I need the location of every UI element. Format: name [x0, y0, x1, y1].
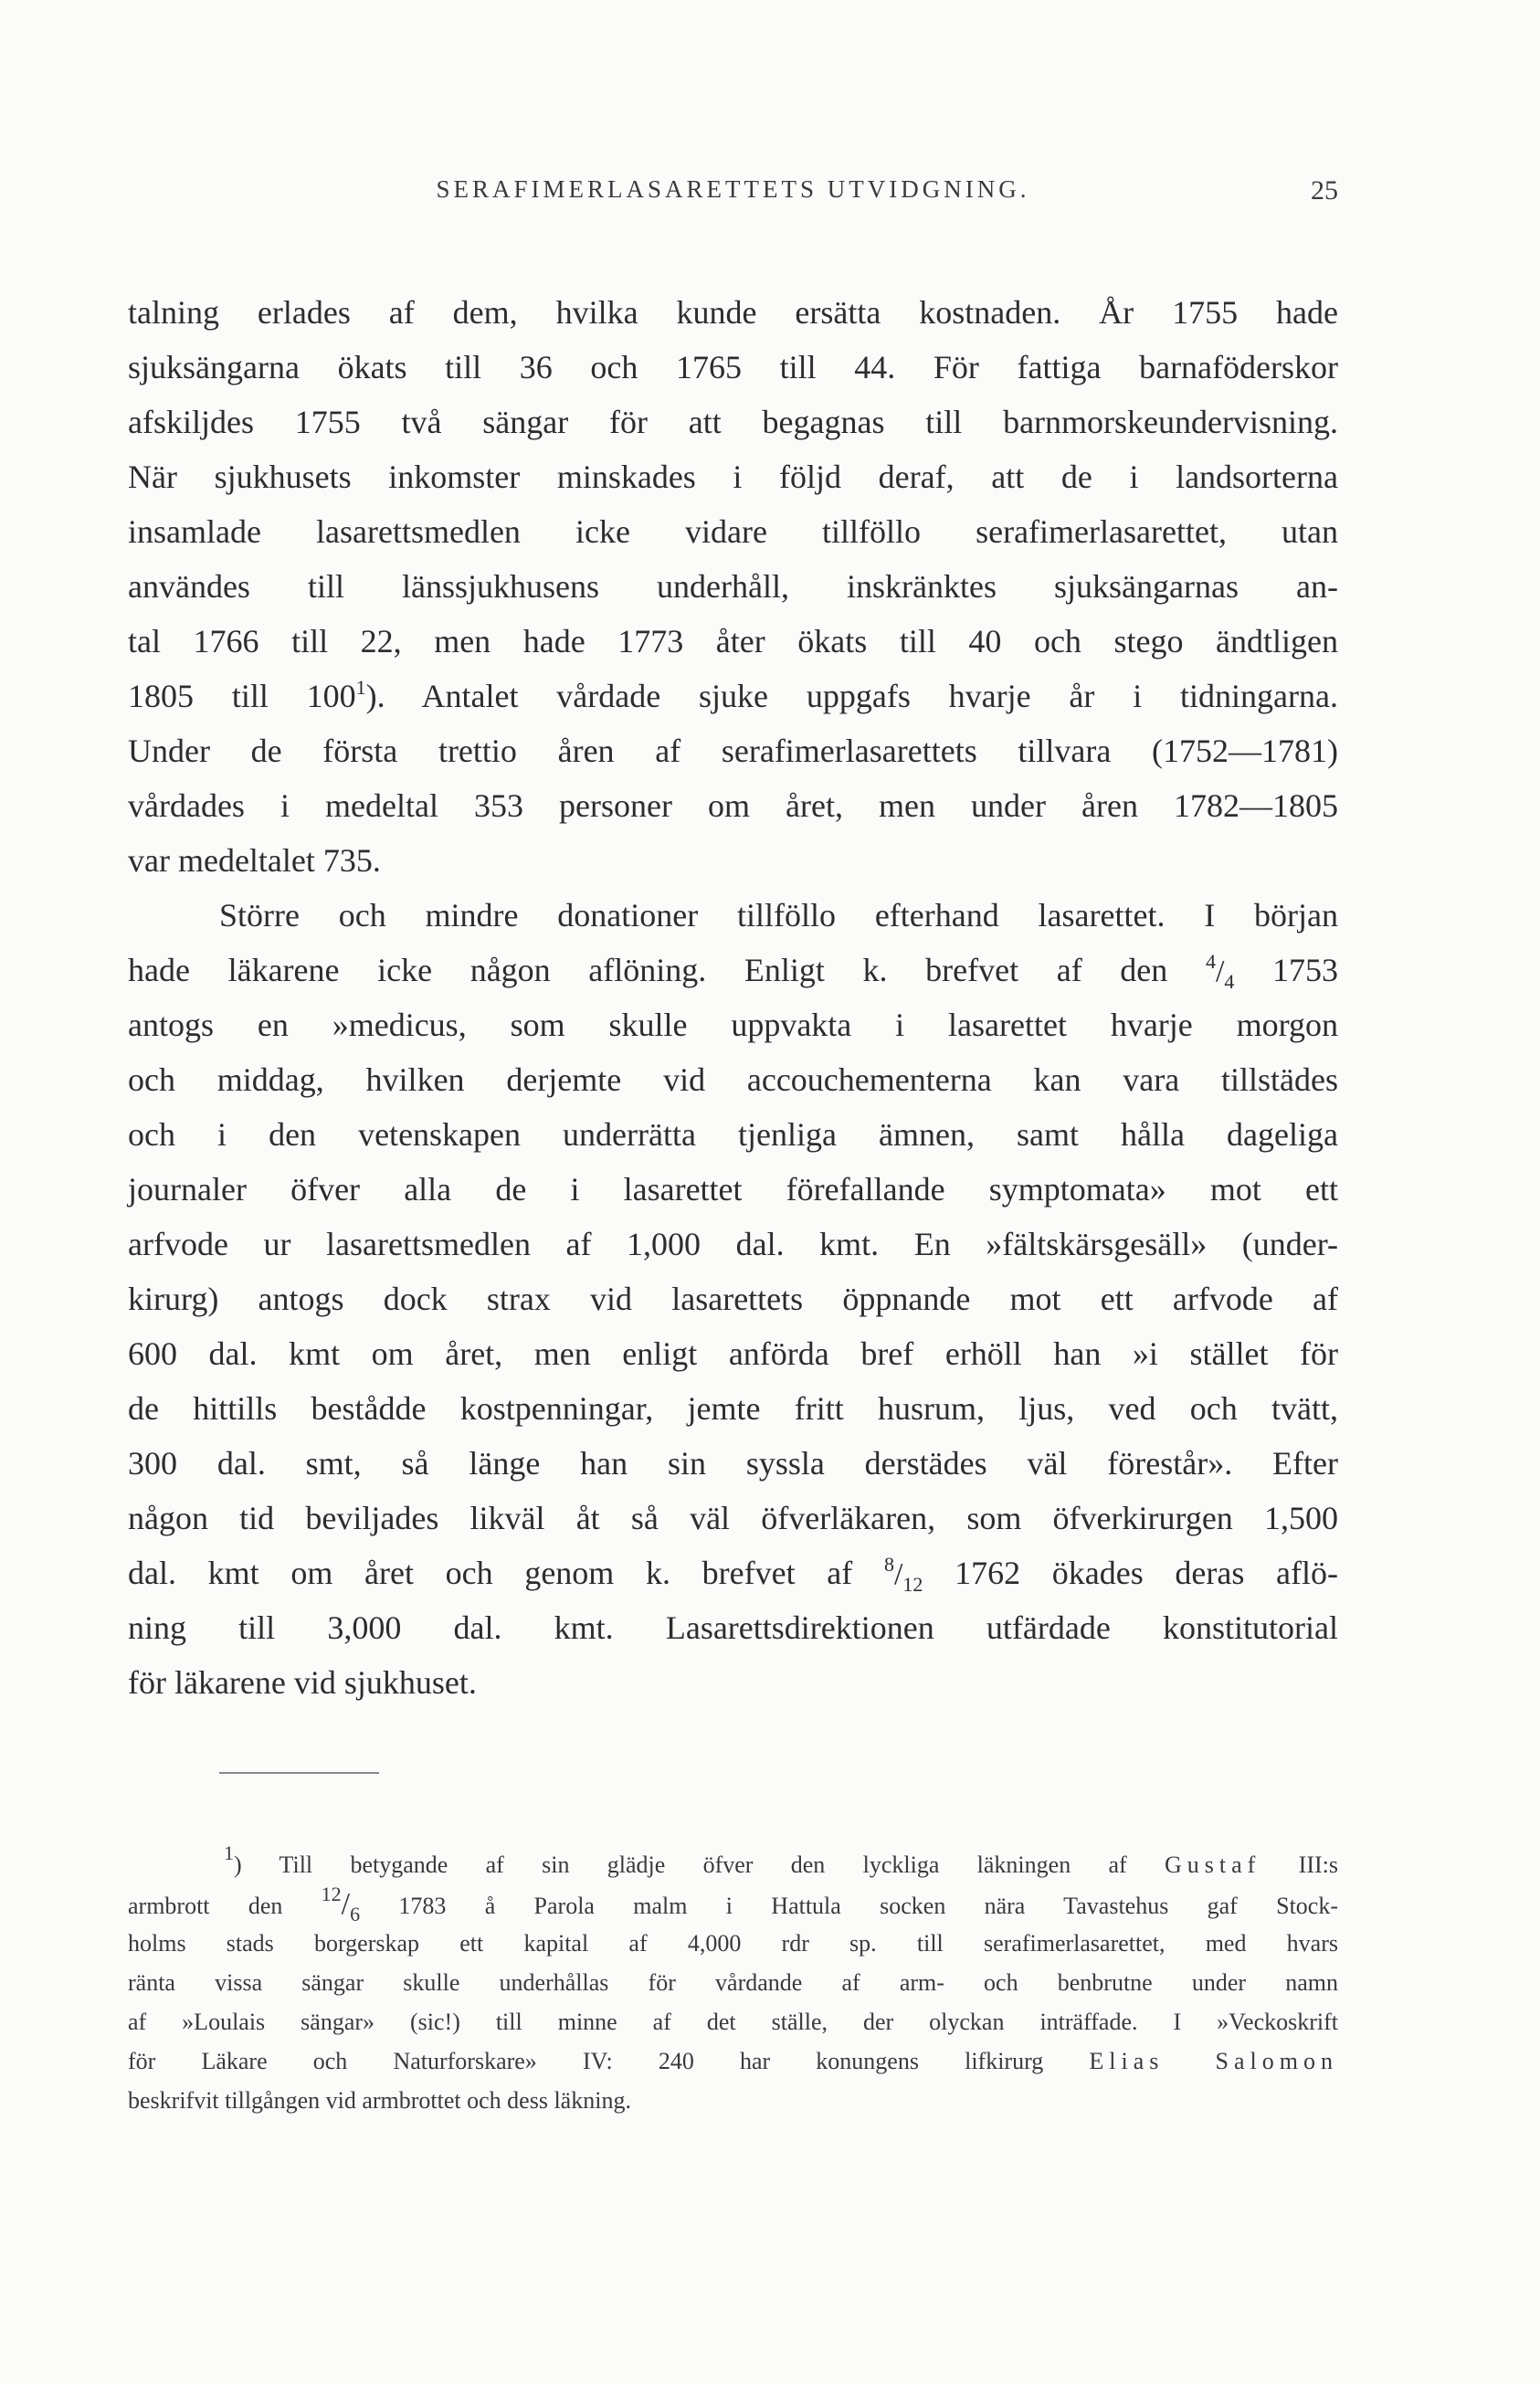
footnote-separator	[219, 1772, 379, 1774]
footnote-line: holms stads borgerskap ett kapital af 4,000 rdr sp. till serafimerlasarettet, med hvars	[128, 1930, 1338, 1957]
footnote-reference: 1	[355, 676, 366, 699]
text-fragment: ). Antalet vårdade sjuke uppgafs hvarje år i tidningarna.	[365, 678, 1338, 714]
page-number: 25	[1311, 175, 1338, 206]
date-fraction: $^{12}/_6$	[321, 1883, 361, 1925]
text-line: och middag, hvilken derjemte vid accouchementerna kan vara tillstädes	[128, 1061, 1338, 1098]
text-line: afskiljdes 1755 två sängar för att begagnas till barnmorskeundervisning.	[128, 404, 1338, 440]
footnote-line: af »Loulais sängar» (sic!) till minne af det ställe, der olyckan inträffade. I »Veckoskrift	[128, 2009, 1338, 2035]
text-line: för läkarene vid sjukhuset.	[128, 1664, 477, 1701]
text-line: någon tid beviljades likväl åt så väl öfverläkaren, som öfverkirurgen 1,500	[128, 1500, 1338, 1536]
fraction-numerator: 12	[321, 1883, 342, 1905]
body-text	[128, 285, 1338, 1710]
fraction-denominator: 6	[350, 1903, 361, 1925]
running-title: SERAFIMERLASARETTETS UTVIDGNING.	[436, 175, 1030, 203]
text-fragment: 1753	[1272, 952, 1339, 988]
text-fragment: 1805 till 100	[128, 678, 356, 714]
date-fraction: $^4/_4$	[1205, 950, 1235, 993]
text-line: 600 dal. kmt om året, men enligt anförda bref erhöll han »i stället för	[128, 1335, 1338, 1372]
text-line: arfvode ur lasarettsmedlen af 1,000 dal. kmt. En »fältskärsgesäll» (under-	[128, 1226, 1338, 1262]
text-line: och i den vetenskapen underrätta tjenliga ämnen, samt hålla dageliga	[128, 1116, 1338, 1153]
running-head	[128, 175, 1338, 212]
text-line: journaler öfver alla de i lasarettet förefallande symptomata» mot ett	[128, 1171, 1338, 1208]
text-line: 300 dal. smt, så länge han sin syssla derstädes väl förestår». Efter	[128, 1445, 1338, 1482]
text-fragment: 1783 å Parola malm i Hattula socken nära Tavastehus gaf Stock-	[398, 1893, 1338, 1919]
text-line: ning till 3,000 dal. kmt. Lasarettsdirektionen utfärdade konstitutorial	[128, 1609, 1338, 1646]
footnote-marker: 1	[224, 1841, 234, 1864]
text-line: användes till länssjukhusens underhåll, inskränktes sjuksängarnas an-	[128, 568, 1338, 605]
text-line: antogs en »medicus, som skulle uppvakta i lasarettet hvarje morgon	[128, 1007, 1338, 1043]
text-fragment: III:s	[1298, 1851, 1338, 1878]
text-line: talning erlades af dem, hvilka kunde ersätta kostnaden. År 1755 hade	[128, 294, 1338, 331]
text-line	[128, 1545, 1338, 1600]
text-fragment: hade läkarene icke någon aflöning. Enligt k. brefvet af den	[128, 952, 1168, 988]
person-name: Elias Salomon	[1089, 2048, 1338, 2074]
text-line: tal 1766 till 22, men hade 1773 åter ökats till 40 och stego ändtligen	[128, 623, 1338, 659]
footnote-line	[128, 2041, 1338, 2081]
text-line	[128, 943, 1338, 997]
text-line: insamlade lasarettsmedlen icke vidare tillföllo serafimerlasarettet, utan	[128, 513, 1338, 550]
fraction-denominator: 12	[902, 1573, 923, 1596]
fraction-denominator: 4	[1224, 970, 1235, 993]
fraction-numerator: 8	[883, 1553, 894, 1576]
footnote-line: ränta vissa sängar skulle underhållas för vårdande af arm- och benbrutne under namn	[128, 1969, 1338, 1996]
text-line: de hittills bestådde kostpenningar, jemte fritt husrum, ljus, ved och tvätt,	[128, 1390, 1338, 1427]
text-line: kirurg) antogs dock strax vid lasarettets öppnande mot ett arfvode af	[128, 1281, 1338, 1317]
footnote-line	[128, 1884, 1338, 1924]
text-line: sjuksängarna ökats till 36 och 1765 till 44. För fattiga barnaföderskor	[128, 349, 1338, 385]
text-fragment: för Läkare och Naturforskare» IV: 240 har konungens lifkirurg	[128, 2048, 1044, 2074]
text-line	[128, 669, 1338, 723]
footnote-line: $^1$) Till betygande af sin glädje öfver den lyckliga läkningen af Gustaf III:s	[224, 1841, 1338, 1878]
paragraph-start-line: Större och mindre donationer tillföllo efterhand lasarettet. I början	[219, 897, 1338, 934]
text-fragment: armbrott den	[128, 1893, 283, 1919]
text-fragment: dal. kmt om året och genom k. brefvet af	[128, 1555, 853, 1591]
footnote	[128, 1841, 1338, 2120]
text-line: vårdades i medeltal 353 personer om året, men under åren 1782—1805	[128, 787, 1338, 824]
fraction-numerator: 4	[1205, 950, 1216, 973]
text-line: När sjukhusets inkomster minskades i följd deraf, att de i landsorterna	[128, 459, 1338, 495]
footnote-line: beskrifvit tillgången vid armbrottet och dess läkning.	[128, 2087, 631, 2114]
text-fragment: 1762 ökades deras aflö-	[955, 1555, 1339, 1591]
date-fraction: $^8/_{12}$	[883, 1553, 923, 1596]
person-name: Gustaf	[1165, 1851, 1261, 1878]
text-line: var medeltalet 735.	[128, 842, 381, 879]
text-line: Under de första trettio åren af serafimerlasarettets tillvara (1752—1781)	[128, 733, 1338, 769]
text-fragment: Till betygande af sin glädje öfver den lyckliga läkningen af	[279, 1851, 1127, 1878]
